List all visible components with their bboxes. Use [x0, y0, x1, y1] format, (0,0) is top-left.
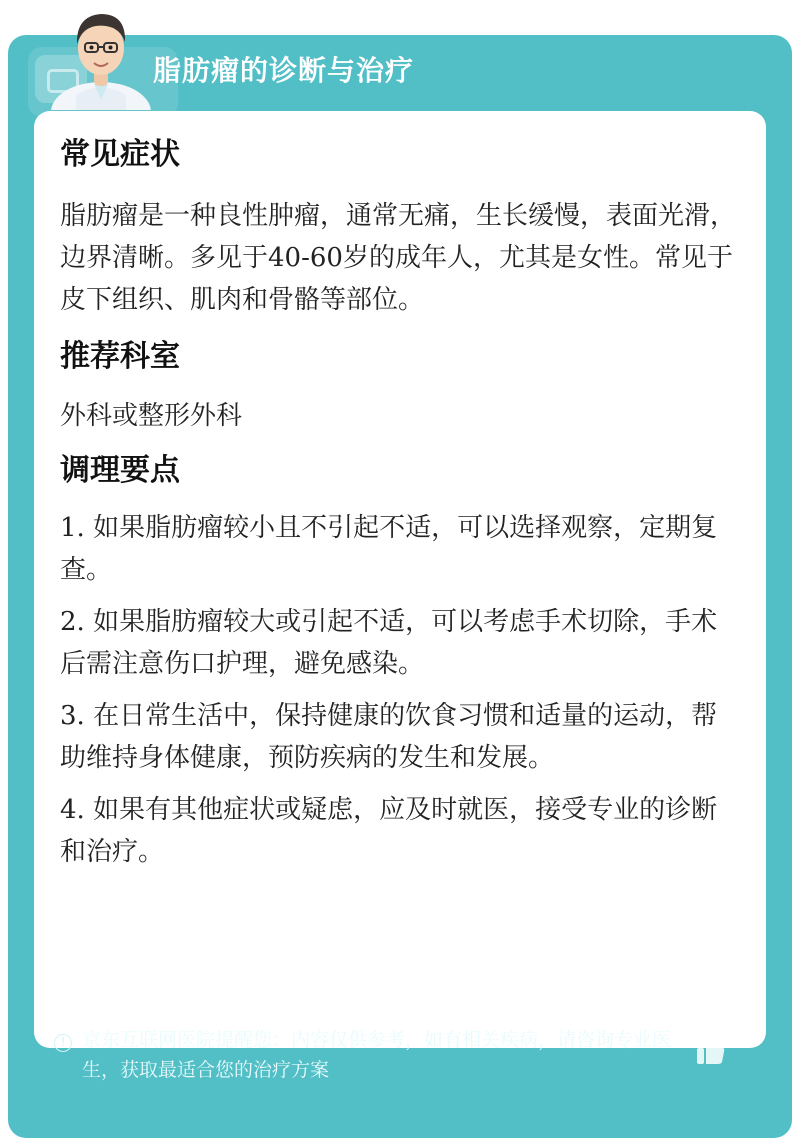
care-item: 4. 如果有其他症状或疑虑，应及时就医，接受专业的诊断和治疗。 [60, 795, 718, 867]
disclaimer-text: 京东互联网医院提醒您：内容仅供参考，如有相关疾病，请咨询专业医生，获取最适合您的治疗方案 [82, 1029, 672, 1081]
disclaimer [56, 1025, 696, 1085]
care-item: 1. 如果脂肪瘤较小且不引起不适，可以选择观察，定期复查。 [60, 513, 718, 585]
page-title: 脂肪瘤的诊断与治疗 [153, 54, 415, 87]
symptoms-text: 脂肪瘤是一种良性肿瘤，通常无痛，生长缓慢，表面光滑，边界清晰。多见于40-60岁的成年人，尤其是女性。常见于皮下组织、肌肉和骨骼等部位。 [60, 201, 737, 315]
care-item: 2. 如果脂肪瘤较大或引起不适，可以考虑手术切除，手术后需注意伤口护理，避免感染。 [60, 607, 718, 679]
department-text: 外科或整形外科 [60, 401, 243, 431]
info-icon: ! [54, 1034, 72, 1052]
department-heading: 推荐科室 [60, 339, 180, 374]
care-heading: 调理要点 [60, 453, 180, 488]
care-list [60, 507, 740, 873]
symptoms-heading: 常见症状 [60, 137, 180, 172]
article-frame [8, 35, 792, 1138]
content-card [34, 111, 766, 1048]
thumbs-up-icon[interactable] [694, 1034, 728, 1068]
care-item: 3. 在日常生活中，保持健康的饮食习惯和适量的运动，帮助维持身体健康，预防疾病的发生和发展。 [60, 701, 718, 773]
doctor-avatar [46, 0, 156, 110]
